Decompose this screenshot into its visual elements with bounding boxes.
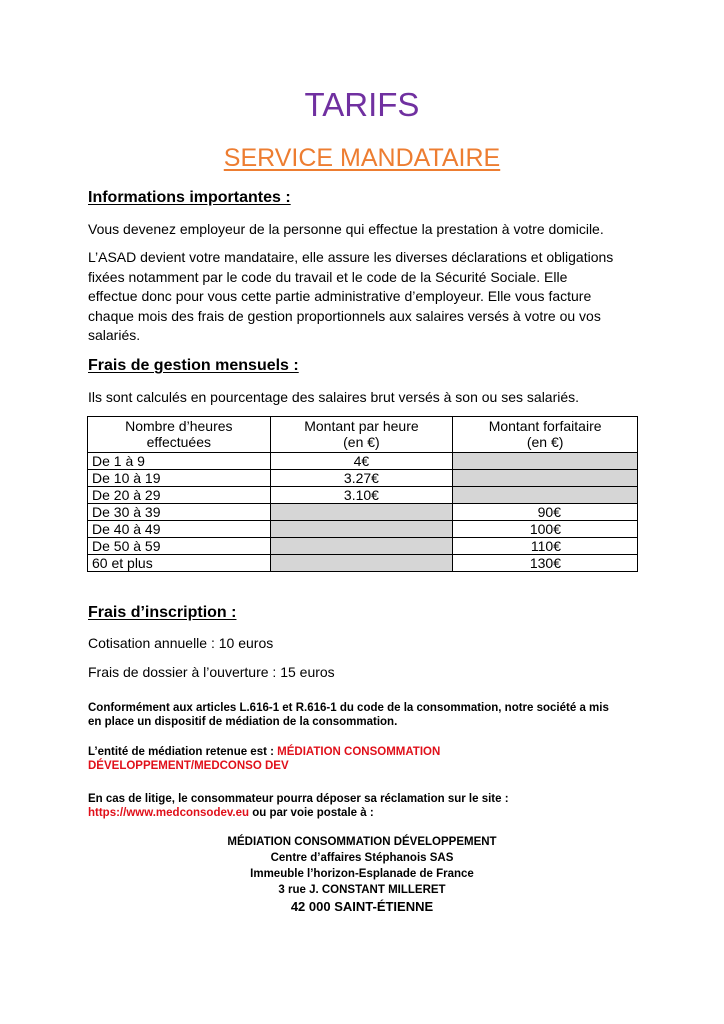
page-subtitle: SERVICE MANDATAIRE: [223, 144, 501, 172]
row-flat: 90€: [453, 504, 638, 521]
inscription-cotisation: Cotisation annuelle : 10 euros: [88, 635, 274, 651]
row-hourly: [270, 555, 453, 572]
row-flat: 130€: [453, 555, 638, 572]
header-hourly: Montant par heure (en €): [270, 417, 453, 453]
mediation-entity-name: MÉDIATION CONSOMMATION: [277, 746, 441, 758]
inscription-dossier: Frais de dossier à l’ouverture : 15 euros: [88, 664, 335, 680]
row-range: De 20 à 29: [88, 487, 271, 504]
table-row: [88, 470, 638, 487]
row-hourly: [270, 521, 453, 538]
table-row: [88, 487, 638, 504]
row-range: De 30 à 39: [88, 504, 271, 521]
row-range: 60 et plus: [88, 555, 271, 572]
inscription-heading: Frais d’inscription :: [88, 604, 237, 621]
header-flat: Montant forfaitaire (en €): [453, 417, 638, 453]
row-flat: [453, 487, 638, 504]
header-hours: Nombre d’heures effectuées: [88, 417, 271, 453]
page-title: TARIFS: [304, 86, 420, 123]
table-header-row: [88, 417, 638, 453]
infos-paragraph-1: Vous devenez employeur de la personne qui effectue la prestation à votre domicile.: [88, 221, 604, 237]
row-range: De 40 à 49: [88, 521, 271, 538]
infos-heading: Informations importantes :: [88, 189, 291, 206]
row-range: De 1 à 9: [88, 453, 271, 470]
row-hourly: [270, 538, 453, 555]
table-row: [88, 538, 638, 555]
table-row: [88, 453, 638, 470]
medconso-link[interactable]: https://www.medconsodev.eu: [88, 807, 250, 819]
litige-text: En cas de litige, le consommateur pourra déposer sa réclamation sur le site : https://www.medconsodev.eu ou par voie postale à :: [88, 793, 509, 819]
table-row: [88, 504, 638, 521]
gestion-heading: Frais de gestion mensuels :: [88, 357, 299, 374]
row-hourly: [270, 504, 453, 521]
row-flat: [453, 470, 638, 487]
row-hourly: 3.10€: [270, 487, 453, 504]
row-flat: [453, 453, 638, 470]
postal-address: MÉDIATION CONSOMMATION DÉVELOPPEMENT Centre d’affaires Stéphanois SAS Immeuble l’horizon-Esplanade de France 3 rue J. CONSTANT MILLERET 42 000 SAINT-ÉTIENNE: [227, 836, 497, 914]
row-range: De 10 à 19: [88, 470, 271, 487]
table-row: [88, 555, 638, 572]
row-hourly: 3.27€: [270, 470, 453, 487]
mediation-entity-text: L’entité de médiation retenue est : MÉDIATION CONSOMMATION DÉVELOPPEMENT/MEDCONSO DEV: [88, 746, 441, 772]
conformite-text: Conformément aux articles L.616-1 et R.616-1 du code de la consommation, notre société a mis en place un dispositif de médiation de la consommation.: [88, 702, 609, 728]
row-flat: 100€: [453, 521, 638, 538]
row-range: De 50 à 59: [88, 538, 271, 555]
row-hourly: 4€: [270, 453, 453, 470]
table-row: [88, 521, 638, 538]
row-flat: 110€: [453, 538, 638, 555]
gestion-intro: Ils sont calculés en pourcentage des salaires brut versés à son ou ses salariés.: [88, 389, 580, 405]
fees-table: [87, 416, 638, 572]
infos-paragraph-2: L’ASAD devient votre mandataire, elle assure les diverses déclarations et obligations fixées notamment par le code du travail et le code de la Sécurité Sociale. Elle effectue donc pour vous cette partie administrative d’employeur. Elle vous facture chaque mois des frais de gestion proportionnels aux salaires versés à votre ou vos salariés.: [88, 249, 614, 343]
